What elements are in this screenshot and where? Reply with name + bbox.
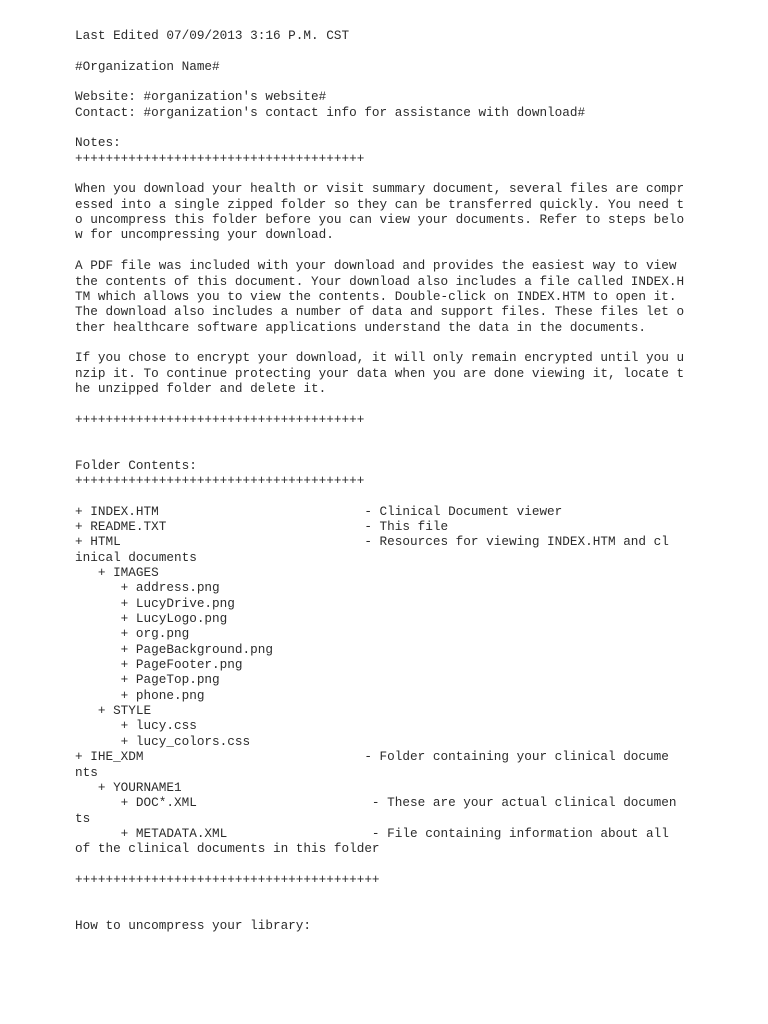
text-line: w for uncompressing your download. [75, 227, 334, 243]
text-line: + DOC*.XML - These are your actual clinical documen [75, 795, 677, 811]
text-line: + INDEX.HTM - Clinical Document viewer [75, 503, 563, 519]
text-line: + METADATA.XML - File containing information about all [75, 825, 669, 841]
text-line: + org.png [75, 626, 190, 642]
text-line: + IMAGES [75, 565, 159, 581]
text-line: + YOURNAME1 [75, 779, 182, 795]
text-line: ++++++++++++++++++++++++++++++++++++++ [75, 411, 365, 427]
text-line [75, 43, 715, 58]
text-line: + PageTop.png [75, 672, 220, 688]
text-line [75, 120, 715, 135]
text-line [75, 396, 715, 411]
text-line: nts [75, 764, 98, 780]
text-line: + LucyLogo.png [75, 611, 228, 627]
text-line: + phone.png [75, 687, 205, 703]
text-line: + address.png [75, 580, 220, 596]
text-line [75, 243, 715, 258]
text-line: + IHE_XDM - Folder containing your clinical docume [75, 749, 669, 765]
text-line [75, 903, 715, 918]
text-line [75, 442, 715, 457]
text-line: + HTML - Resources for viewing INDEX.HTM and cl [75, 534, 669, 550]
text-line [75, 335, 715, 350]
text-line: + README.TXT - This file [75, 519, 449, 534]
document-page [75, 28, 715, 933]
text-line: When you download your health or visit summary document, several files are compr [75, 181, 685, 197]
text-line: + LucyDrive.png [75, 595, 235, 611]
text-line: the contents of this document. Your download also includes a file called INDEX.H [75, 273, 685, 289]
text-line: + PageFooter.png [75, 657, 243, 673]
text-line: nzip it. To continue protecting your data when you are done viewing it, locate t [75, 365, 685, 381]
text-line [75, 74, 715, 89]
text-line: ther healthcare software applications understand the data in the documents. [75, 319, 647, 335]
text-line: TM which allows you to view the contents. Double-click on INDEX.HTM to open it. [75, 288, 677, 304]
text-line [75, 857, 715, 872]
text-line: o uncompress this folder before you can view your documents. Refer to steps belo [75, 212, 685, 228]
text-line [75, 166, 715, 181]
text-line: + lucy.css [75, 718, 197, 734]
text-line [75, 488, 715, 503]
text-line: Last Edited 07/09/2013 3:16 P.M. CST [75, 28, 350, 43]
text-line: ++++++++++++++++++++++++++++++++++++++++ [75, 871, 380, 887]
text-line: The download also includes a number of data and support files. These files let o [75, 304, 685, 320]
text-line: A PDF file was included with your download and provides the easiest way to view [75, 258, 677, 274]
text-line: inical documents [75, 549, 197, 565]
text-line: essed into a single zipped folder so they can be transferred quickly. You need t [75, 196, 685, 212]
text-line: he unzipped folder and delete it. [75, 380, 327, 396]
text-line: ++++++++++++++++++++++++++++++++++++++ [75, 150, 365, 166]
text-line: How to uncompress your library: [75, 917, 312, 933]
text-line: + PageBackground.png [75, 641, 273, 657]
text-line: ++++++++++++++++++++++++++++++++++++++ [75, 472, 365, 488]
text-line: of the clinical documents in this folder [75, 841, 380, 857]
text-line: Contact: #organization's contact info for assistance with download# [75, 104, 586, 120]
text-line: ts [75, 810, 91, 826]
text-line: Notes: [75, 135, 121, 151]
text-line: Folder Contents: [75, 457, 197, 473]
text-line: + STYLE [75, 703, 152, 719]
text-line: #Organization Name# [75, 58, 220, 74]
text-line: Website: #organization's website# [75, 89, 327, 105]
text-line: + lucy_colors.css [75, 733, 251, 749]
text-line [75, 427, 715, 442]
text-line [75, 887, 715, 902]
text-line: If you chose to encrypt your download, it will only remain encrypted until you u [75, 350, 685, 366]
